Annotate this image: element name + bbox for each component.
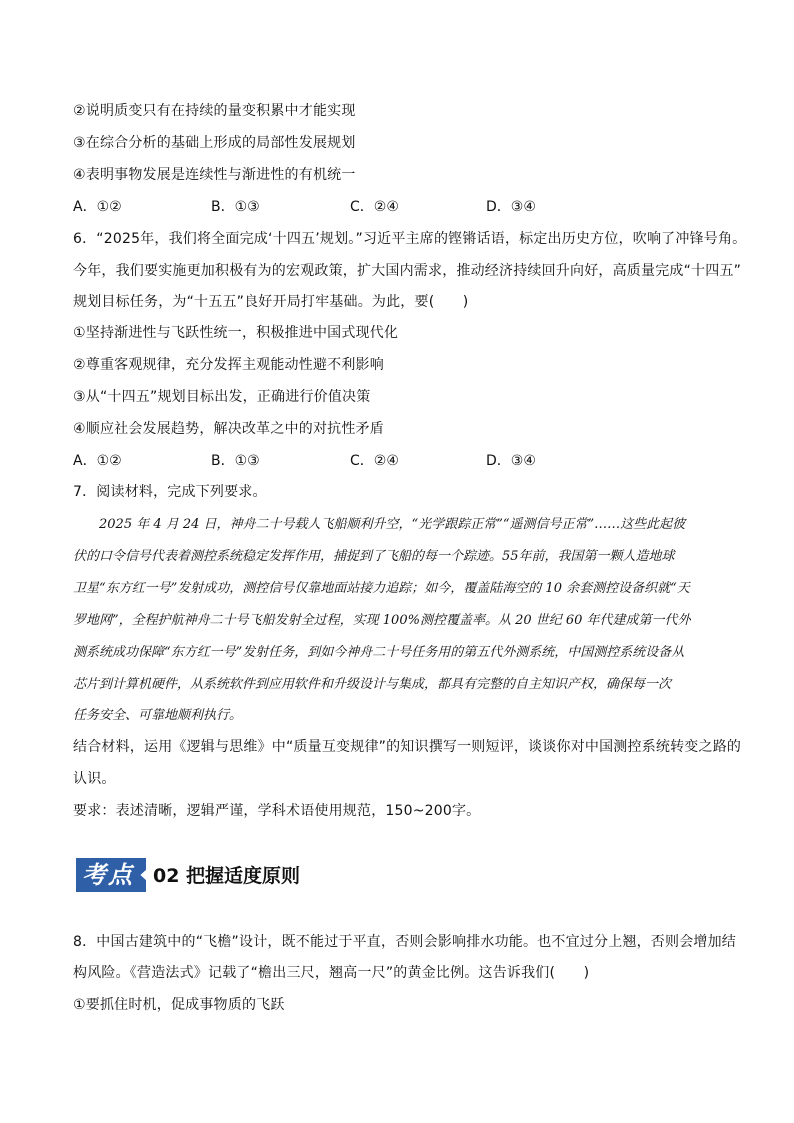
q6-choice-a: A．①② [73,453,122,469]
q6-option-item-2: ②尊重客观规律，充分发挥主观能动性避不利影响 [73,357,384,373]
q5-answer-options [73,197,573,217]
q6-option-item-4: ④顺应社会发展趋势，解决改革之中的对抗性矛盾 [73,421,384,437]
q6-answer-options [73,451,573,471]
q7-material-line-1: 2025 年 4 月 24 日，神舟二十号载人飞船顺利升空，“光学跟踪正常”“遥测信号正常”……这些此起彼 [73,517,686,532]
section-badge-label: 考点 [82,860,134,889]
q7-material-line-6: 芯片到计算机硬件，从系统软件到应用软件和升级设计与集成，都具有完整的自主知识产权，确保每一次 [73,677,672,692]
q7-question-line-1: 结合材料，运用《逻辑与思维》中“质量互变规律”的知识撰写一则短评，谈谈你对中国测控系统转变之路的 [73,739,742,755]
q6-choice-c: C．②④ [350,453,399,469]
q7-material-line-7: 任务安全、可靠地顺利执行。 [73,708,243,723]
q8-stem-line-1: 8．中国古建筑中的“飞檐”设计，既不能过于平直，否则会影响排水功能。也不宜过分上翘，否则会增加结 [73,934,737,950]
q6-choice-b: B．①③ [211,453,260,469]
q6-stem-line-3: 规划目标任务，为“十五五”良好开局打牢基础。为此，要( ) [73,294,469,310]
q5-choice-d: D．③④ [486,199,536,215]
q7-question-line-2: 认识。 [73,771,116,787]
q5-option-item-2: ②说明质变只有在持续的量变积累中才能实现 [73,103,356,119]
q7-requirement: 要求：表述清晰，逻辑严谨，学科术语使用规范，150~200字。 [73,803,481,819]
q7-stem: 7．阅读材料，完成下列要求。 [73,484,267,500]
q6-option-item-3: ③从“十四五”规划目标出发，正确进行价值决策 [73,389,371,405]
section-badge [76,858,150,892]
q5-choice-a: A．①② [73,199,122,215]
q6-stem-line-1: 6．“2025年，我们将全面完成‘十四五’规划。”习近平主席的铿锵话语，标定出历史方位，吹响了冲锋号角。 [73,231,747,247]
q5-choice-c: C．②④ [350,199,399,215]
q7-material-line-5: 测系统成功保障“东方红一号”发射任务，到如今神舟二十号任务用的第五代外测系统，中国测控系统设备从 [73,645,685,660]
q6-choice-d: D．③④ [486,453,536,469]
q5-option-item-4: ④表明事物发展是连续性与渐进性的有机统一 [73,167,356,183]
q7-material-line-3: 卫星“东方红一号”发射成功，测控信号仅靠地面站接力追踪；如今，覆盖陆海空的 10 余套测控设备织就“天 [73,581,690,596]
q7-material-line-2: 伏的口令信号代表着测控系统稳定发挥作用，捕捉到了飞船的每一个踪迹。55年前，我国第一颗人造地球 [73,549,675,564]
q7-material-line-4: 罗地网”，全程护航神舟二十号飞船发射全过程，实现 100%测控覆盖率。从 20 世纪 60 年代建成第一代外 [73,613,691,628]
q6-stem-line-2: 今年，我们要实施更加积极有为的宏观政策，扩大国内需求，推动经济持续回升向好，高质量完成“十四五” [73,263,742,279]
section-title: 02 把握适度原则 [153,865,301,887]
q5-choice-b: B．①③ [211,199,260,215]
q6-option-item-1: ①坚持渐进性与飞跃性统一，积极推进中国式现代化 [73,325,399,341]
q8-stem-line-2: 构风险。《营造法式》记载了“檐出三尺，翘高一尺”的黄金比例。这告诉我们( ) [73,965,590,981]
q5-option-item-3: ③在综合分析的基础上形成的局部性发展规划 [73,135,356,151]
q8-option-item-1: ①要抓住时机，促成事物质的飞跃 [73,997,285,1013]
